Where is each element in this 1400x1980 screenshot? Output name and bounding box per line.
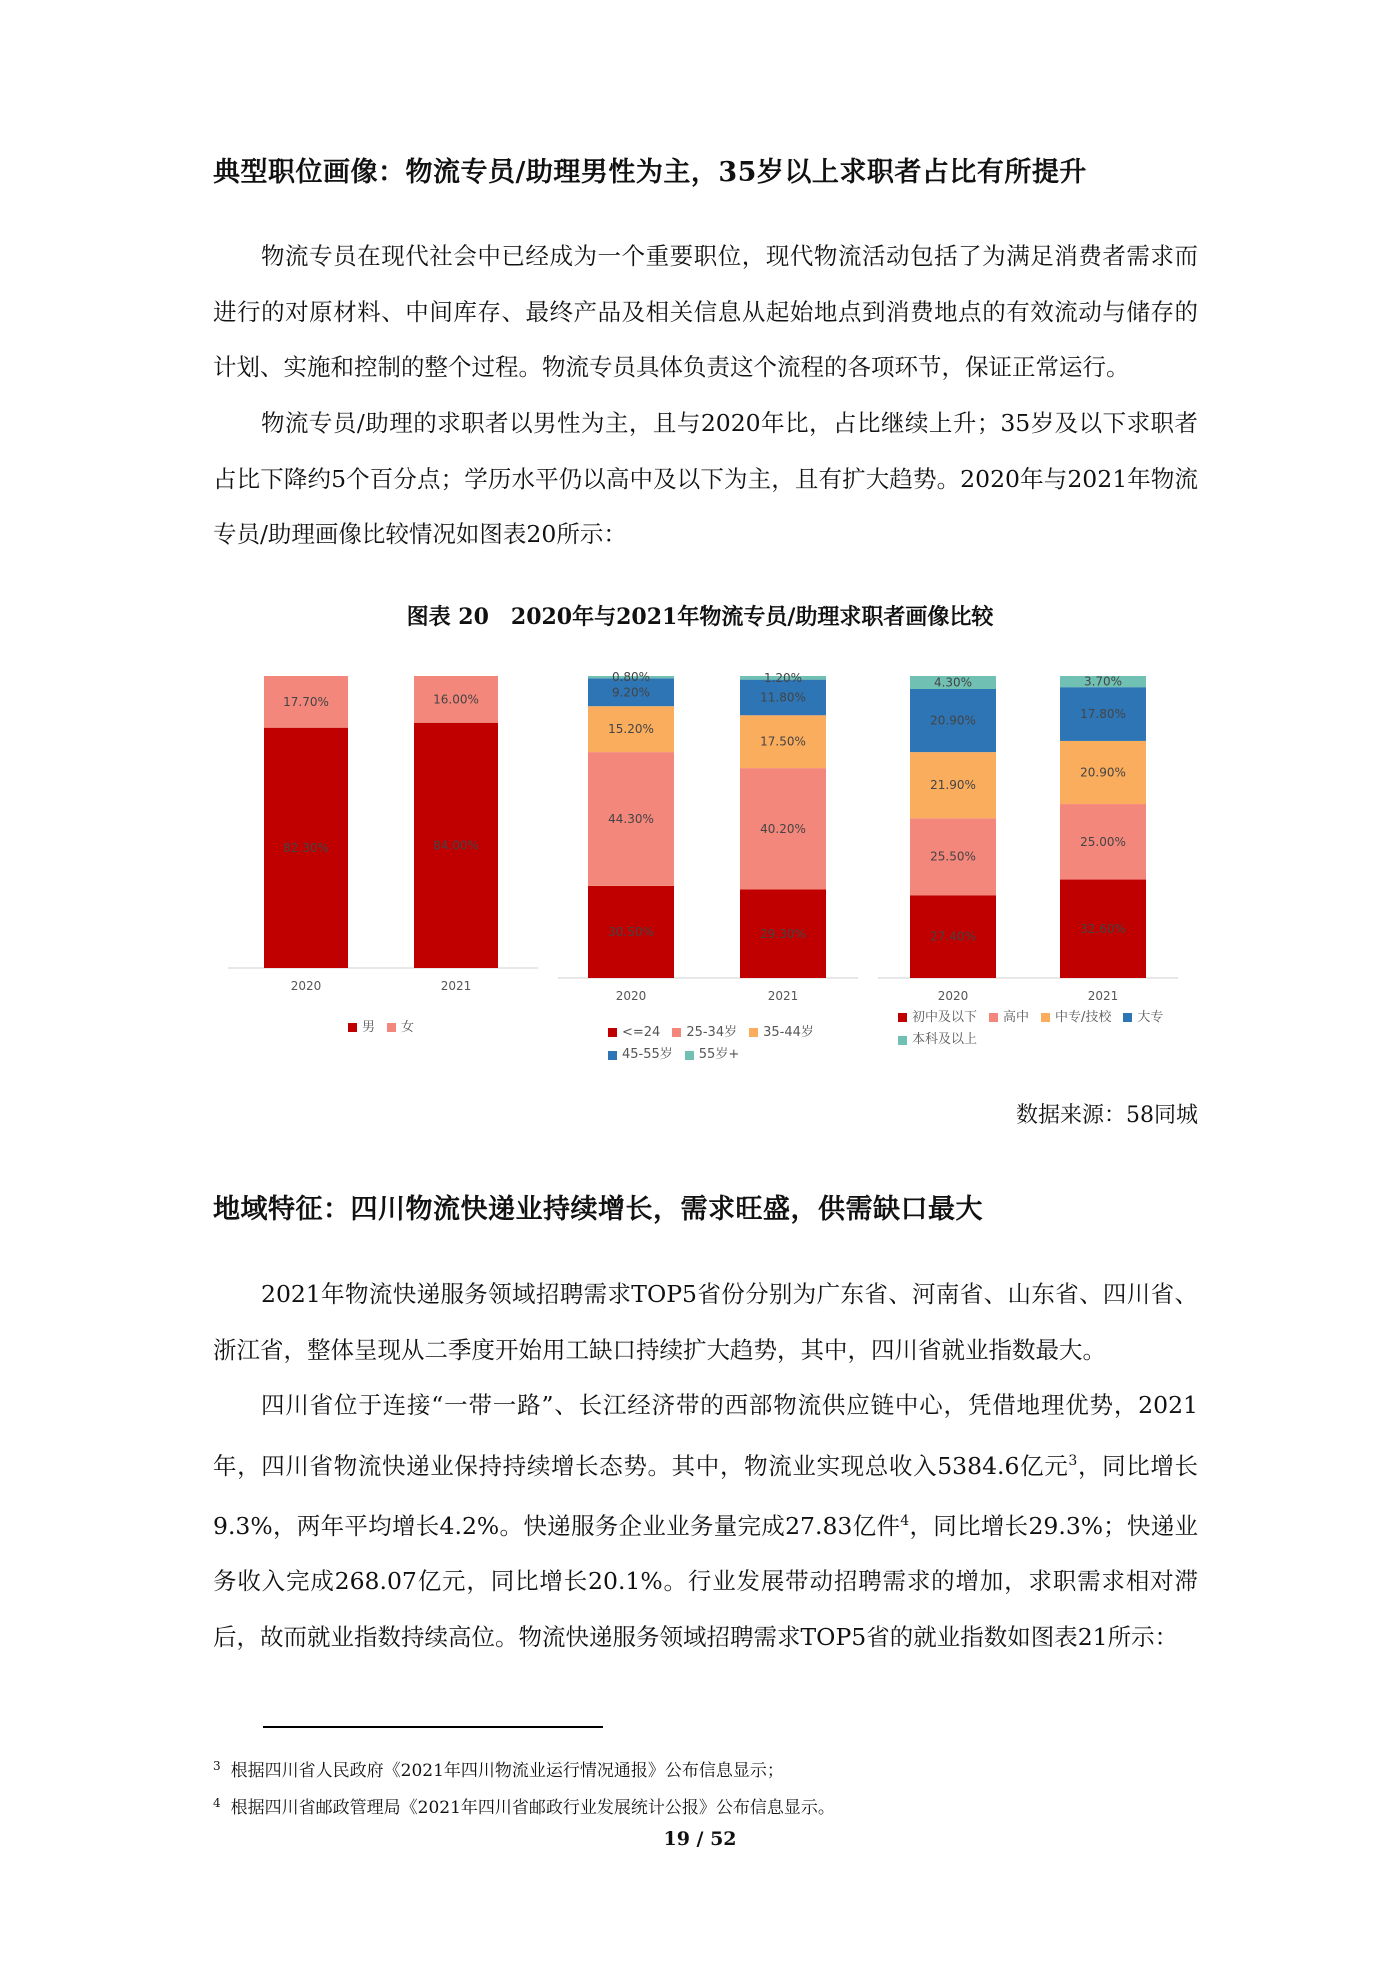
data-label: 17.50% [760, 734, 806, 749]
legend-label: 男 [362, 1019, 376, 1035]
legend-swatch [608, 1028, 617, 1037]
legend-item [898, 1007, 977, 1029]
data-label: 16.00% [433, 692, 479, 707]
data-source: 数据来源：58同城 [1016, 1103, 1198, 1128]
legend-label: 45-55岁 [622, 1047, 673, 1062]
legend-item [1041, 1007, 1111, 1029]
section-heading-position-profile: 典型职位画像：物流专员/助理男性为主，35岁以上求职者占比有所提升 [213, 157, 1087, 188]
data-label: 4.30% [933, 675, 973, 690]
data-label: 30.50% [608, 924, 654, 939]
legend-swatch [672, 1028, 681, 1037]
data-label: 44.30% [608, 811, 654, 826]
x-tick-label: 2020 [615, 989, 647, 1003]
legend-label: 35-44岁 [763, 1024, 814, 1040]
chart-age-legend [608, 1021, 858, 1066]
data-label: 25.00% [1080, 834, 1126, 849]
data-label: 29.30% [760, 926, 806, 941]
legend-label: 55岁+ [698, 1047, 740, 1062]
data-label: 25.50% [930, 849, 976, 864]
legend-item [608, 1022, 660, 1044]
legend-label: 中专/技校 [1055, 1009, 1112, 1025]
chart-education [878, 656, 1178, 1047]
data-label: 17.70% [283, 694, 329, 709]
chart-age [558, 656, 858, 1062]
paragraph-applicant-profile: 物流专员/助理的求职者以男性为主，且与2020年比，占比继续上升；35岁及以下求职者占比下降约5个百分点；学历水平仍以高中及以下为主，且有扩大趋势。2020年与2021年物流专员/助理画像比较情况如图表20所示： [213, 409, 1198, 548]
legend-item [672, 1022, 737, 1044]
data-label: 32.60% [1080, 921, 1126, 936]
legend-item [989, 1007, 1029, 1029]
x-tick-label: 2021 [440, 979, 472, 993]
legend-item [749, 1022, 814, 1044]
x-tick-label: 2021 [1087, 989, 1119, 1003]
figure-caption: 图表 20 2020年与2021年物流专员/助理求职者画像比较 [406, 604, 994, 630]
data-label: 20.90% [1080, 765, 1126, 780]
footnote-4-text: 根据四川省邮政管理局《2021年四川省邮政行业发展统计公报》公布信息显示。 [230, 1798, 835, 1818]
data-label: 1.20% [763, 670, 803, 685]
paragraph-sichuan-part2: ，同比增长9.3%，两年平均增长4.2%。快递服务企业业务量完成27.83亿件 [213, 1451, 1198, 1540]
legend-item [608, 1044, 673, 1066]
legend-swatch [387, 1023, 396, 1032]
footnote-3-number: 3 [213, 1759, 221, 1773]
x-tick-label: 2020 [937, 989, 969, 1003]
legend-swatch [1123, 1013, 1132, 1022]
footnote-divider [263, 1726, 603, 1728]
paragraph-sichuan-part1: 四川省位于连接“一带一路”、长江经济带的西部物流供应链中心，凭借地理优势，2021年，四川省物流快递业保持持续增长态势。其中，物流业实现总收入5384.6亿元 [213, 1391, 1198, 1480]
legend-label: 初中及以下 [912, 1009, 978, 1025]
data-label: 15.20% [608, 722, 654, 737]
section-heading-regional: 地域特征：四川物流快递业持续增长，需求旺盛，供需缺口最大 [213, 1194, 983, 1225]
x-tick-label: 2020 [290, 979, 322, 993]
paragraph-sichuan [213, 1378, 1198, 1665]
legend-label: <=24 [622, 1024, 661, 1040]
legend-label: 高中 [1003, 1009, 1030, 1025]
footnote-3-text: 根据四川省人民政府《2021年四川物流业运行情况通报》公布信息显示； [230, 1761, 784, 1781]
data-label: 20.90% [930, 713, 976, 728]
legend-swatch [685, 1051, 694, 1060]
legend-swatch [608, 1051, 617, 1060]
legend-label: 女 [401, 1019, 415, 1035]
chart-gender [228, 656, 538, 1035]
chart-education-legend [898, 1006, 1198, 1051]
x-tick-label: 2021 [767, 989, 799, 1003]
footnote-ref-4[interactable]: 4 [900, 1512, 910, 1529]
chart-gender-legend [348, 1016, 568, 1039]
paragraph-sichuan-part3: ，同比增长29.3%；快递业务收入完成268.07亿元，同比增长20.1%。行业发展带动招聘需求的增加，求职需求相对滞后，故而就业指数持续高位。物流快递服务领域招聘需求TOP5省的就业指数如图表21所示： [213, 1511, 1198, 1651]
chart-education-svg [878, 656, 1178, 1016]
data-label: 84.00% [433, 838, 479, 853]
footnote-3 [213, 1756, 784, 1781]
data-label: 21.90% [930, 778, 976, 793]
legend-item [898, 1029, 977, 1051]
data-label: 9.20% [611, 685, 651, 700]
legend-label: 本科及以上 [912, 1032, 978, 1047]
footnote-ref-3[interactable]: 3 [1068, 1452, 1078, 1469]
legend-swatch [898, 1013, 907, 1022]
footnote-4-number: 4 [213, 1796, 221, 1810]
data-label: 40.20% [760, 821, 806, 836]
legend-item [387, 1017, 414, 1039]
legend-item [348, 1017, 375, 1039]
data-label: 17.80% [1080, 707, 1126, 722]
legend-label: 大专 [1137, 1009, 1164, 1025]
legend-item [1123, 1007, 1163, 1029]
page-number: 19 / 52 [663, 1828, 737, 1850]
legend-swatch [348, 1023, 357, 1032]
data-label: 82.30% [283, 840, 329, 855]
legend-label: 25-34岁 [686, 1024, 738, 1040]
paragraph-logistics-specialist: 物流专员在现代社会中已经成为一个重要职位，现代物流活动包括了为满足消费者需求而进行的对原材料、中间库存、最终产品及相关信息从起始地点到消费地点的有效流动与储存的计划、实施和控制的整个过程。物流专员具体负责这个流程的各项环节，保证正常运行。 [213, 242, 1198, 381]
data-label: 0.80% [611, 670, 651, 685]
legend-swatch [898, 1036, 907, 1045]
data-label: 27.40% [930, 929, 976, 944]
legend-swatch [749, 1028, 758, 1037]
footnote-4 [213, 1793, 835, 1818]
legend-swatch [1041, 1013, 1050, 1022]
chart-gender-svg [228, 656, 538, 1006]
chart-age-svg [558, 656, 858, 1016]
legend-item [685, 1044, 739, 1066]
data-label: 11.80% [760, 690, 806, 705]
paragraph-top5-provinces: 2021年物流快递服务领域招聘需求TOP5省份分别为广东省、河南省、山东省、四川省、浙江省，整体呈现从二季度开始用工缺口持续扩大趋势，其中，四川省就业指数最大。 [213, 1280, 1198, 1364]
data-label: 3.70% [1083, 674, 1123, 689]
legend-swatch [989, 1013, 998, 1022]
